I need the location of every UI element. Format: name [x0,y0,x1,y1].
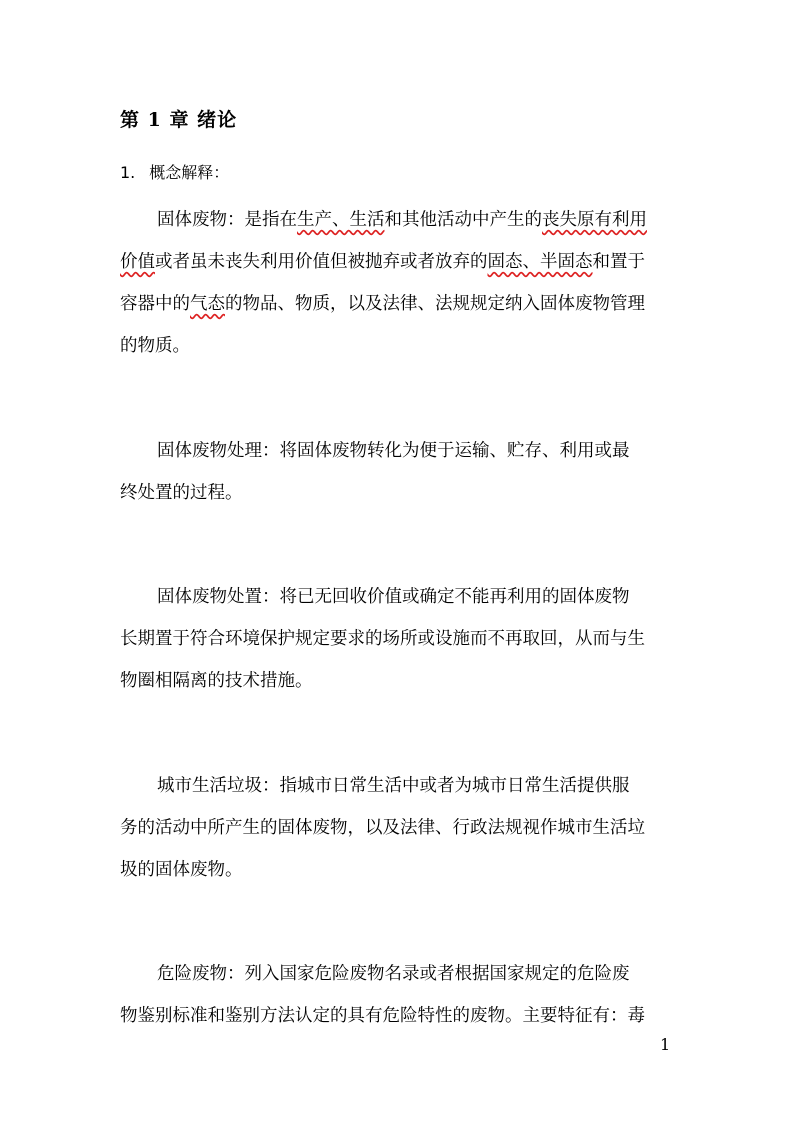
text-run: 或者虽未丧失利用价值但被抛弃或者放弃的 [155,252,488,272]
definition-solid-waste [120,199,680,367]
spellcheck-underline: 固态、半固态 [487,252,593,272]
text-line: 固体废物处理：将固体废物转化为便于运输、贮存、利用或最 [157,441,630,461]
definition-hazardous-waste [120,953,680,1037]
chapter-title: 第 1 章 绪论 [120,109,238,131]
text-line [120,241,680,283]
text-line: 终处置的过程。 [120,483,243,503]
definition-waste-disposal [120,576,680,702]
text-line: 物圈相隔离的技术措施。 [120,671,313,691]
spellcheck-underline: 气态 [190,294,225,314]
text-line: 圾的固体废物。 [120,860,243,880]
text-line [120,283,680,325]
spellcheck-underline: 生产、生活 [297,210,385,230]
text-line: 的物质。 [120,336,190,356]
text-line: 危险废物：列入国家危险废物名录或者根据国家规定的危险废 [157,964,630,984]
text-line: 物鉴别标准和鉴别方法认定的具有危险特性的废物。主要特征有：毒 [120,1006,645,1026]
definition-waste-treatment [120,430,680,514]
text-line: 城市生活垃圾：指城市日常生活中或者为城市日常生活提供服 [157,776,630,796]
text-line: 长期置于符合环境保护规定要求的场所或设施而不再取回，从而与生 [120,629,645,649]
page-number: 1 [660,1035,671,1054]
spellcheck-underline: 丧失原有利用 [542,210,647,230]
section-number: 1. [120,163,136,182]
text-line: 务的活动中所产生的固体废物，以及法律、行政法规视作城市生活垃 [120,818,645,838]
spellcheck-underline: 价值 [120,252,155,272]
text-run: 容器中的 [120,294,190,314]
text-line: 固体废物处置：将已无回收价值或确定不能再利用的固体废物 [157,587,630,607]
definition-municipal-waste [120,765,680,891]
section-label: 概念解释： [149,163,230,182]
text-line [120,199,680,241]
text-run: 的物品、物质，以及法律、法规规定纳入固体废物管理 [225,294,645,314]
text-run: 和置于 [592,252,645,272]
text-run: 固体废物：是指在 [157,210,297,230]
section-heading [120,160,229,183]
text-run: 和其他活动中产生的 [384,210,542,230]
